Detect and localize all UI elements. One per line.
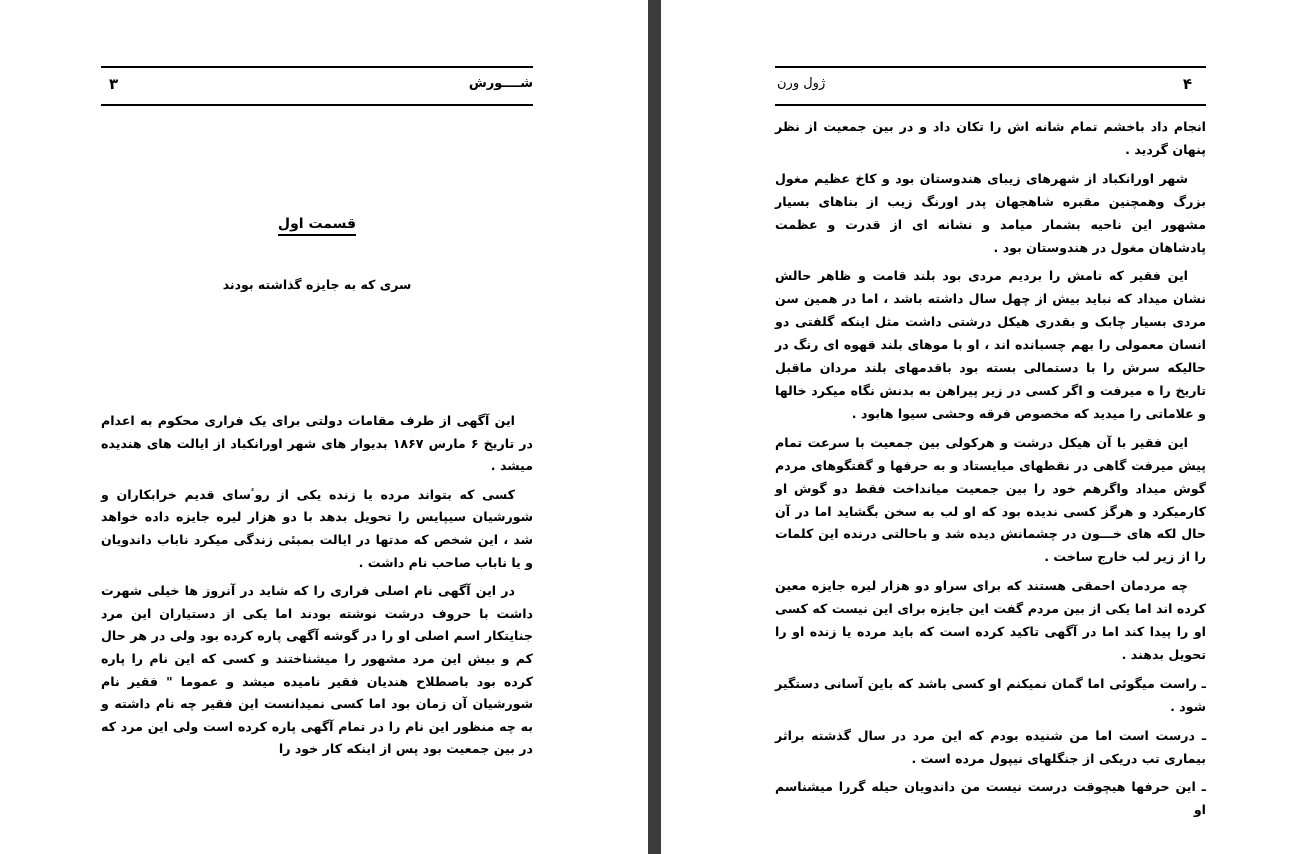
- paragraph: ـ این حرفها هیچوقت درست نیست من داندویان حیله گررا میشناسم او: [775, 779, 1206, 818]
- page-number: ۴: [1182, 75, 1192, 93]
- chapter-title: سری که به جایزه گذاشته بودند: [222, 277, 412, 292]
- paragraph: این آگهی از طرف مقامات دولتی برای یک فراری محکوم به اعدام در تاریخ ۶ مارس ۱۸۶۷ بدیوار های شهر اورانکباد از ایالت های هندیده میشد .: [101, 413, 533, 474]
- part-heading: [101, 213, 533, 232]
- author-name: ژول ورن: [777, 76, 826, 91]
- paragraph: کسی که بتواند مرده یا زنده یکی از روٴسای قدیم خرابکاران و شورشیان سیپایس را تحویل بدهد با دو هزار لیره جایزه داده خواهد شد ، این شخص که مدتها در ایالت بمبئی زندگی میکرد ناباب داندویان و یا ناباب صاحب نام داشت .: [101, 486, 533, 570]
- paragraph: در این آگهی نام اصلی فراری را که شاید در آنروز ها خیلی شهرت داشت با حروف درشت نوشته بودند اما یکی از دستیاران این مرد جنایتکار اسم اصلی او را در گوشه آگهی پاره کرده بود ولی در هر حال کم و بیش این مرد مشهور را میشناختند و کسی که این نام را پاره کرده بود باصطلاح هندیان فقیر نامیده میشد و عموما " فقیر نام شورشیان آن زمان بود اما کسی نمیدانست این فقیر چه نام داشته و به چه منظور این نام را در تمام آگهی پاره کرده است ولی این مرد که در بین جمعیت بود پس از اینکه کار خود را: [101, 583, 533, 757]
- paragraph: ـ راست میگوئی اما گمان نمیکنم او کسی باشد که باین آسانی دستگیر شود .: [775, 675, 1206, 714]
- paragraph: این فقیر با آن هیکل درشت و هرکولی بین جمعیت با سرعت تمام پیش میرفت گاهی در نقطهای میایستاد و به حرفها و گفتگوهای مردم گوش میداد واگرهم خود را بین جمعیت میانداخت فقط دو گوش او کارمیکرد و هرگز کسی ندیده بود که او لب به سخن بگشاید اما در آن حال لکه های خـــون در چشمانش دیده شد و باحالتی درنده این کلمات را از زیر لب خارج ساخت .: [775, 434, 1206, 565]
- body-text: [775, 116, 1206, 828]
- page-header: [775, 66, 1206, 106]
- paragraph: انجام داد باخشم تمام شانه اش را تکان داد و در بین جمعیت از نظر پنهان گردید .: [775, 119, 1206, 157]
- book-title: شــــورش: [468, 76, 533, 91]
- page-header: [101, 66, 533, 106]
- paragraph: شهر اورانکباد از شهرهای زیبای هندوستان بود و کاخ عظیم مغول بزرگ وهمچنین مقبره شاهجهان پدر اورنگ زیب از بناهای بسیار مشهور این ناحیه بشمار میامد و نشانه ای از قدرت و عظمت پادشاهان مغول در هندوستان بود .: [775, 170, 1206, 255]
- right-page: [661, 0, 1305, 854]
- part-title: قسمت اول: [278, 216, 356, 236]
- paragraph: ـ درست است اما من شنیده بودم که این مرد در سال گذشته براثر بیماری تب دریکی از جنگلهای نیپول مرده است .: [775, 727, 1206, 766]
- paragraph: این فقیر که نامش را بردیم مردی بود بلند قامت و ظاهر حالش نشان میداد که نباید بیش از چهل سال داشته باشد ، اما در همین سن مردی بسیار چابک و بقدری هیکل درشتی داشت مثل اینکه گلفتی دو انسان معمولی را بهم چسبانده اند ، او با موهای بلند قهوه ای رنگ در حالیکه سرش را با دستمالی بسته بود باقدمهای بلند مردان ماقبل تاریخ را ه میرفت و اگر کسی در زیر پیراهن به بدنش نگاه میکرد خالها و علاماتی را میدید که مخصوص فرقه وحشی سیوا هابود .: [775, 268, 1206, 421]
- left-page: [0, 0, 648, 854]
- book-spine-divider: [648, 0, 661, 854]
- page-number: ۳: [109, 75, 119, 93]
- paragraph: چه مردمان احمقی هستند که برای سراو دو هزار لیره جایزه معین کرده اند اما یکی از بین مردم گفت این جایزه برای این نیست که کسی او را پیدا کند اما در آگهی تاکید کرده است که باید مرده یا زنده او را تحویل بدهند .: [775, 578, 1206, 662]
- body-text: [101, 410, 533, 767]
